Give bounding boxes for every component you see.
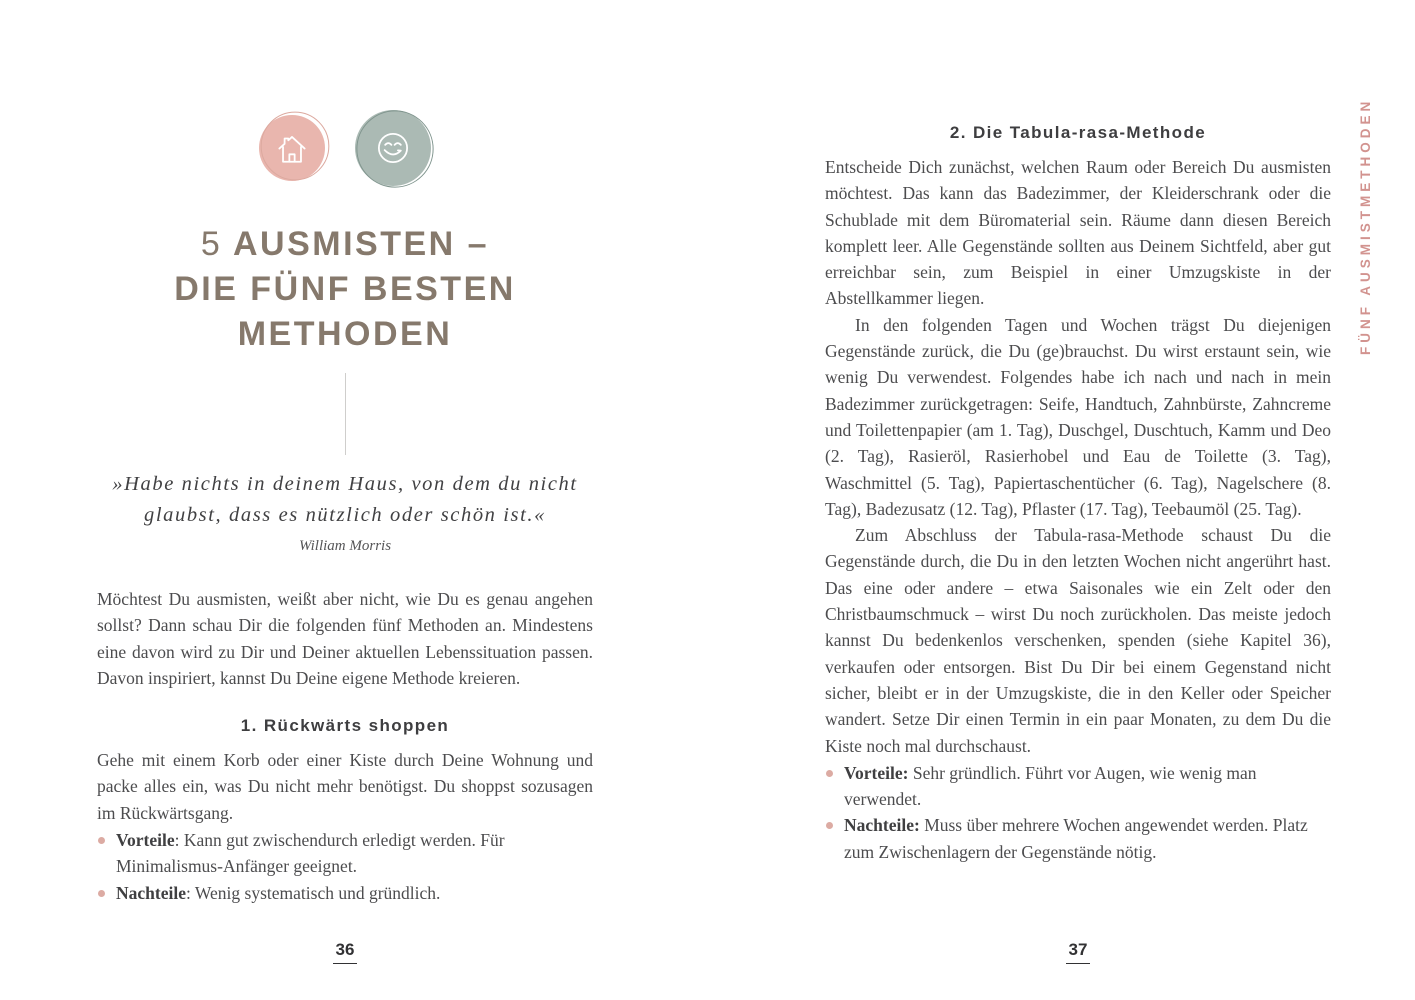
page-number-left: 36 <box>333 940 358 964</box>
bullet-body: : Kann gut zwischendurch erledigt werden. Für Minimalismus-Anfänger geeignet. <box>116 830 505 877</box>
chapter-title-line-2: DIE FÜNF BESTEN <box>174 270 516 308</box>
chapter-title-line-1 <box>97 222 593 267</box>
bullet-dot <box>826 770 833 777</box>
section-2-paragraph-1: Entscheide Dich zunächst, welchen Raum oder Bereich Du ausmisten möchtest. Das kann das Badezimmer, der Kleiderschrank oder die Schublade mit dem Büromaterial sein. Räume dann diesen Bereich komplett leer. Alle Gegenstände sollten aus Deinem Sichtfeld, aber gut erreichbar sein, zum Beispiel in einer Umzugskiste in der Abstellkammer liegen. <box>825 157 1331 309</box>
bullet-body: Sehr gründlich. Führt vor Augen, wie wenig man verwendet. <box>844 762 1257 810</box>
smiley-icon <box>355 110 431 186</box>
page-footer-right <box>825 940 1331 964</box>
list-item <box>825 760 1331 813</box>
intro-paragraph: Möchtest Du ausmisten, weißt aber nicht, wie Du es genau angehen sollst? Dann schau Dir die folgenden fünf Methoden an. Mindestens eine davon wird zu Dir und Deiner aktuellen Lebenssituation passen. Davon inspiriert, kannst Du Deine eigene Methode kreieren. <box>97 589 593 688</box>
list-item <box>97 880 593 906</box>
chapter-title-line-3: METHODEN <box>237 315 453 353</box>
quote-attribution: William Morris <box>298 538 392 554</box>
section-heading-1: 1. Rückwärts shoppen <box>240 716 450 736</box>
list-item <box>825 812 1331 865</box>
bullet-text <box>116 880 593 906</box>
bullet-body: : Wenig systematisch und gründlich. <box>185 882 441 903</box>
chapter-icons <box>97 108 593 188</box>
page-footer-left <box>97 940 593 964</box>
section-2-bullet-list <box>825 760 1331 865</box>
section-1-bullet-list <box>97 827 593 906</box>
chapter-number: 5 <box>200 225 223 263</box>
smiley-icon-glyph <box>370 125 416 171</box>
section-heading-2: 2. Die Tabula-rasa-Methode <box>949 123 1207 142</box>
page-left <box>97 0 593 1000</box>
chapter-title-text: AUSMISTEN – <box>233 225 490 263</box>
margin-chapter-label: FÜNF AUSMISTMETHODEN <box>1358 97 1373 355</box>
bullet-text <box>844 760 1331 813</box>
vertical-divider <box>345 373 346 455</box>
bullet-text <box>844 812 1331 865</box>
page-right <box>825 0 1331 1000</box>
chapter-title <box>97 222 593 357</box>
section-2-paragraph-3: Zum Abschluss der Tabula-rasa-Methode schaust Du die Gegenstände durch, die Du in den letzten Wochen nicht angerührt hast. Das eine oder andere – etwa Saisonales wie ein Zelt oder den Christbaumschmuck – wirst Du noch zurückholen. Das meiste jedoch kannst Du bedenkenlos verschenken, spenden (siehe Kapitel 36), verkaufen oder entsorgen. Bist Du Dir bei einem Gegenstand nicht sicher, bleibt er in der Umzugskiste, die in den Keller oder Speicher wandert. Setze Dir einen Termin in ein paar Monaten, zu dem Du die Kiste noch mal durchschaust. <box>825 525 1331 756</box>
bullet-dot <box>98 837 105 844</box>
bullet-body: Muss über mehrere Wochen angewendet werden. Platz zum Zwischenlagern der Gegenstände nötig. <box>844 815 1308 862</box>
bullet-text <box>116 827 593 880</box>
bullet-label: Vorteile: <box>844 762 909 783</box>
house-icon-glyph <box>273 129 311 167</box>
bullet-label: Vorteile <box>116 830 175 851</box>
section-1-body: Gehe mit einem Korb oder einer Kiste durch Deine Wohnung und packe alles ein, was Du nicht mehr benötigst. Du shoppst sozusagen im Rückwärtsgang. <box>97 750 593 823</box>
bullet-dot <box>826 822 833 829</box>
page-number-right: 37 <box>1066 940 1091 964</box>
section-2-paragraph-2: In den folgenden Tagen und Wochen trägst Du diejenigen Gegenstände zurück, die Du (ge)brauchst. Du wirst erstaunt sein, wie wenig Du verwendest. Folgendes habe ich nach und nach in mein Badezimmer zurückgetragen: Seife, Handtuch, Zahnbürste, Zahncreme und Toilettenpapier (am 1. Tag), Duschgel, Duschtuch, Kamm und Deo (2. Tag), Rasieröl, Rasierhobel und Eau de Toilette (3. Tag), Waschmittel (5. Tag), Papiertaschentücher (6. Tag), Nagelschere (8. Tag), Badezusatz (12. Tag), Pflaster (17. Tag), Teebaumöl (25. Tag). <box>825 314 1331 519</box>
bullet-dot <box>98 890 105 897</box>
bullet-label: Nachteile: <box>844 815 920 836</box>
quote-text: »Habe nichts in deinem Haus, von dem du nicht glaubst, dass es nützlich oder schön ist.« <box>112 473 578 526</box>
house-icon <box>259 115 325 181</box>
bullet-label: Nachteile <box>116 882 186 903</box>
list-item <box>97 827 593 880</box>
